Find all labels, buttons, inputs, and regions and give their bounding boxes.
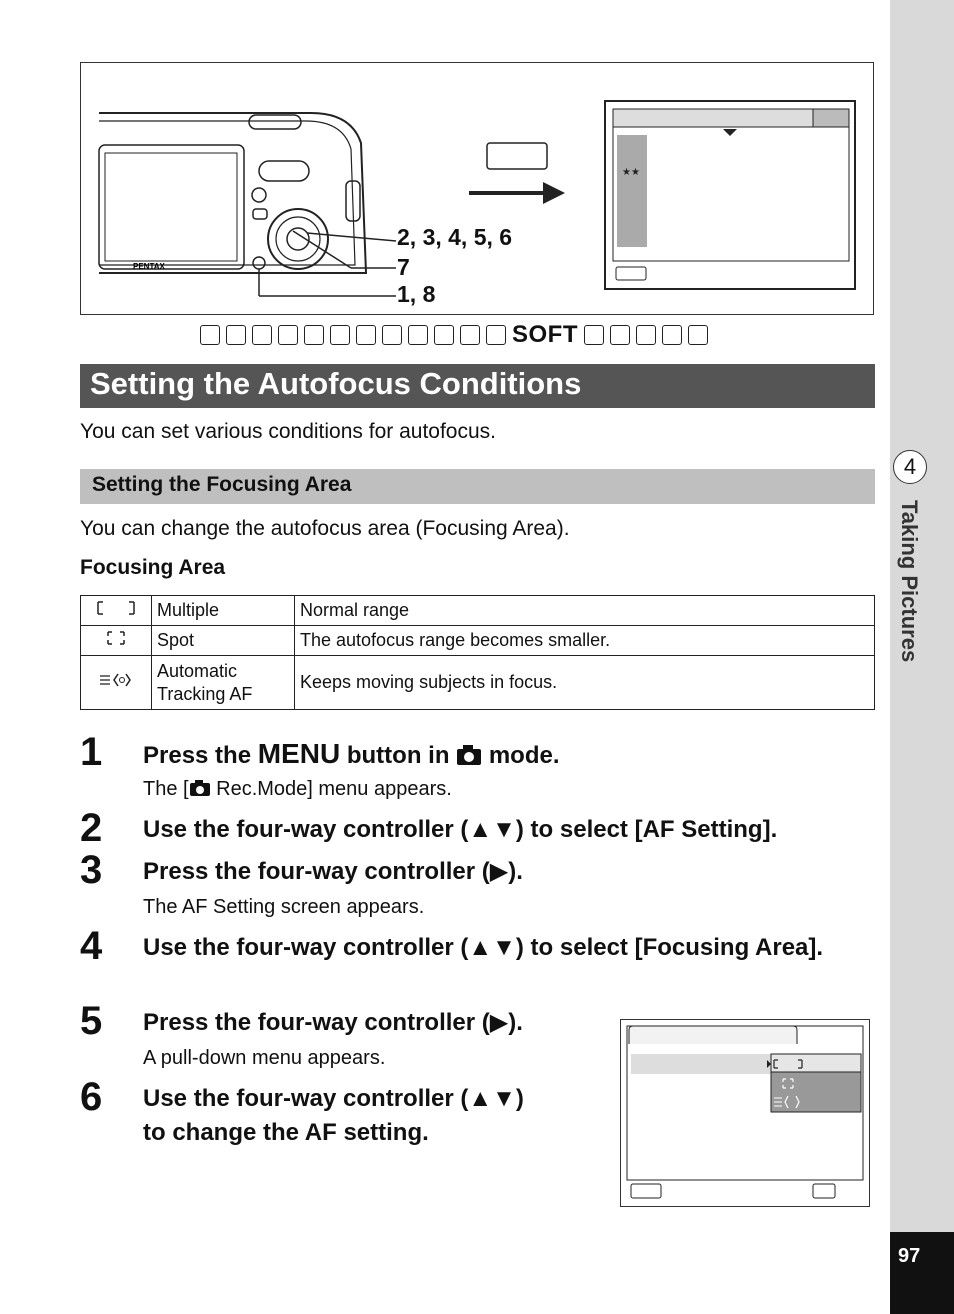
step-instruction-line2: to change the AF setting. — [143, 1119, 429, 1146]
area-description: Normal range — [295, 596, 875, 626]
chapter-label: Taking Pictures — [897, 500, 922, 663]
portrait-icon — [252, 325, 272, 345]
frame-composite-icon — [636, 325, 656, 345]
step-instruction: Use the four-way controller (▲▼) to select [Focusing Area]. — [143, 934, 824, 961]
step-number: 4 — [80, 924, 103, 968]
step-instruction: Press the four-way controller (▶). — [143, 1009, 523, 1036]
step-instruction: Press the four-way controller (▶). — [143, 858, 523, 885]
step-text-part: mode. — [482, 742, 560, 769]
subsection-title: Setting the Focusing Area — [92, 473, 352, 496]
flower-icon — [304, 325, 324, 345]
table-row — [81, 596, 875, 626]
step-text-part: Press the — [143, 742, 258, 769]
focusing-area-table — [80, 595, 875, 710]
table-row — [81, 626, 875, 656]
text-icon — [688, 325, 708, 345]
callout-steps-1-8: 1, 8 — [397, 281, 436, 307]
step-text-part: button in — [340, 742, 457, 769]
section-title: Setting the Autofocus Conditions — [90, 366, 582, 401]
step-note: The AF Setting screen appears. — [143, 896, 425, 918]
available-modes-row — [200, 320, 875, 350]
area-name: Automatic Tracking AF — [152, 656, 295, 710]
rec-mode-menu-screen-icon — [605, 101, 855, 289]
area-description: Keeps moving subjects in focus. — [295, 656, 875, 710]
step-note: A pull-down menu appears. — [143, 1047, 386, 1069]
callout-steps-2-6: 2, 3, 4, 5, 6 — [397, 224, 513, 250]
menu-button-icon — [487, 143, 547, 169]
spot-area-icon — [81, 626, 152, 656]
sunset-icon — [584, 325, 604, 345]
camera-illustration — [80, 62, 874, 315]
sport-icon — [408, 325, 428, 345]
step-note — [143, 778, 452, 801]
snow-icon — [356, 325, 376, 345]
camera-icon — [456, 744, 482, 766]
af-pulldown-screen-icon — [621, 1020, 871, 1208]
kids-icon — [460, 325, 480, 345]
area-name: Spot — [152, 626, 295, 656]
arrow-right-icon — [543, 182, 565, 204]
chapter-number: 4 — [893, 450, 927, 484]
food-icon — [610, 325, 630, 345]
step-note-part: Rec.Mode] menu appears. — [210, 778, 452, 800]
step-number: 6 — [80, 1075, 103, 1119]
step-instruction: Use the four-way controller (▲▼) — [143, 1085, 524, 1112]
area-description: The autofocus range becomes smaller. — [295, 626, 875, 656]
af-setting-screen — [620, 1019, 870, 1207]
intro-text: You can set various conditions for autofocus. — [80, 420, 496, 443]
table-row — [81, 656, 875, 710]
page-number: 97 — [898, 1245, 921, 1267]
camera-back-icon — [99, 113, 366, 273]
step-number: 5 — [80, 999, 103, 1043]
callout-step-7: 7 — [397, 254, 410, 280]
night-scene-icon — [226, 325, 246, 345]
step-instruction: Use the four-way controller (▲▼) to select [AF Setting]. — [143, 816, 778, 843]
p-mode-icon — [200, 325, 220, 345]
step-number: 3 — [80, 848, 103, 892]
pet-icon — [434, 325, 454, 345]
self-portrait-icon — [382, 325, 402, 345]
step-number: 1 — [80, 730, 103, 774]
landscape-icon — [278, 325, 298, 345]
camera-diagram — [81, 63, 875, 316]
table-caption: Focusing Area — [80, 556, 226, 579]
face-icon — [486, 325, 506, 345]
surf-icon — [330, 325, 350, 345]
menu-label: MENU — [257, 738, 341, 769]
step-number: 2 — [80, 806, 103, 850]
svg-text:★★: ★★ — [622, 167, 640, 178]
soft-mode-label: SOFT — [512, 321, 578, 348]
museum-icon — [662, 325, 682, 345]
step-instruction — [143, 737, 560, 773]
subsection-intro: You can change the autofocus area (Focusing Area). — [80, 517, 570, 540]
camera-brand: PENTAX — [133, 262, 165, 271]
step-note-part: The [ — [143, 778, 189, 800]
tracking-af-icon — [81, 656, 152, 710]
camera-icon — [189, 779, 211, 797]
area-name: Multiple — [152, 596, 295, 626]
multiple-area-icon — [81, 596, 152, 626]
